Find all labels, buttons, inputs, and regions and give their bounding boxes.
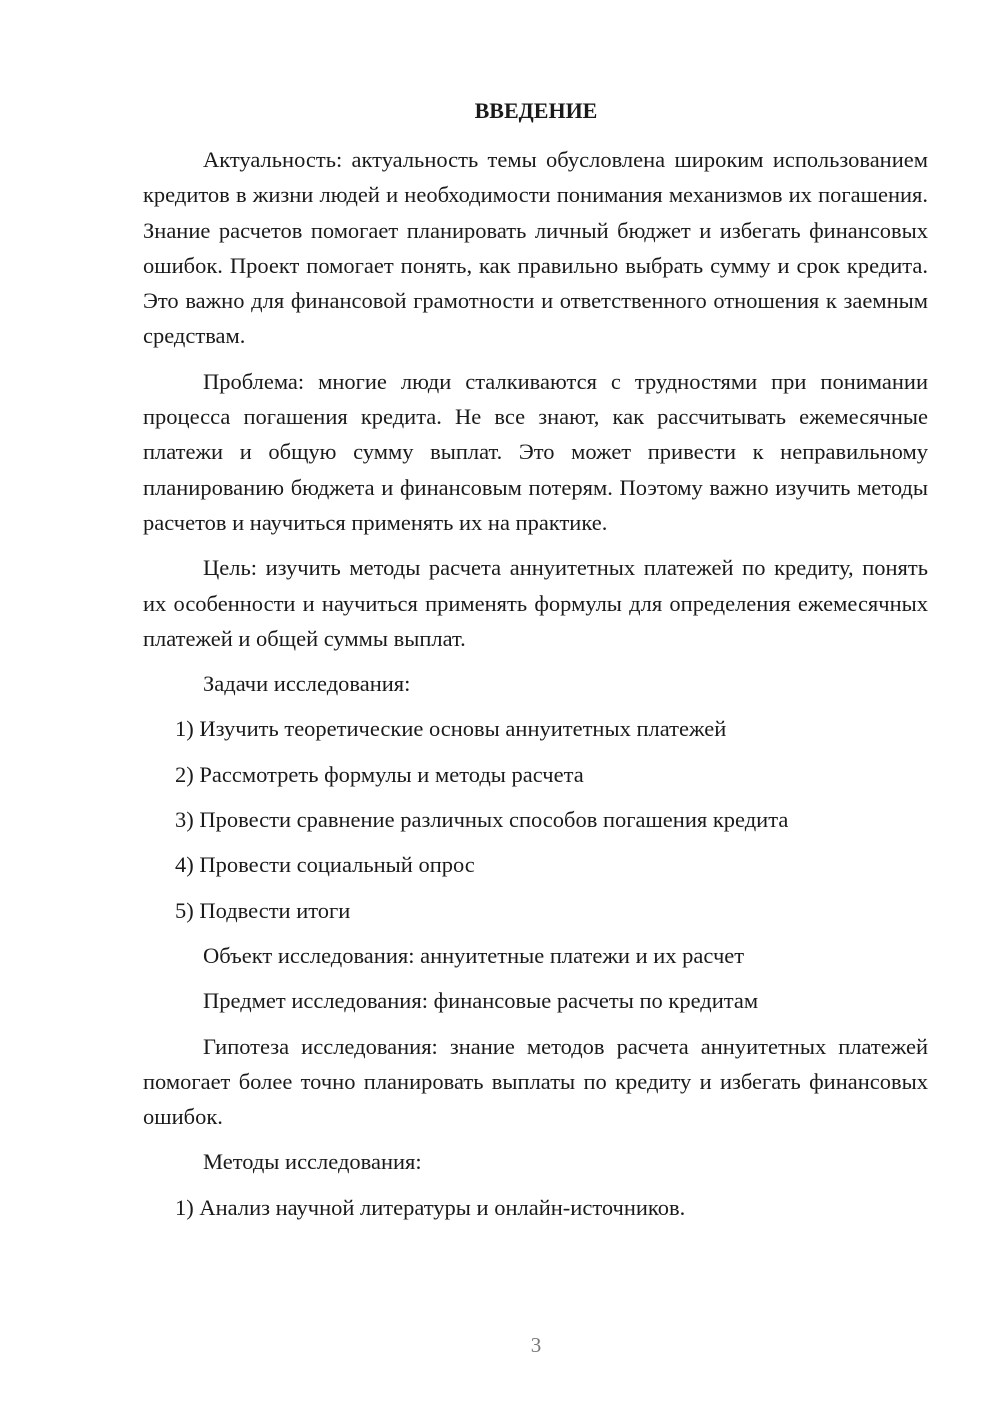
hypothesis-paragraph: Гипотеза исследования: знание методов расчета аннуитетных платежей помогает более точно планировать выплаты по кредиту и избегать финансовых ошибок.	[143, 1033, 928, 1130]
task-item: 3) Провести сравнение различных способов погашения кредита	[175, 807, 789, 833]
methods-list	[143, 1190, 928, 1225]
methods-heading: Методы исследования:	[203, 1149, 422, 1175]
task-item: 4) Провести социальный опрос	[175, 852, 475, 878]
tasks-list	[143, 711, 928, 927]
problem-paragraph: Проблема: многие люди сталкиваются с трудностями при понимании процесса погашения кредита. Не все знают, как рассчитывать ежемесячные платежи и общую сумму выплат. Это может привести к неправильному планированию бюджета и финансовым потерям. Поэтому важно изучить методы расчетов и научиться применять их на практике.	[143, 368, 928, 535]
subject-line: Предмет исследования: финансовые расчеты по кредитам	[203, 988, 759, 1014]
method-item: 1) Анализ научной литературы и онлайн-источников.	[175, 1194, 686, 1220]
relevance-paragraph: Актуальность: актуальность темы обусловлена широким использованием кредитов в жизни людей и необходимости понимания механизмов их погашения. Знание расчетов помогает планировать личный бюджет и избегать финансовых ошибок. Проект помогает понять, как правильно выбрать сумму и срок кредита. Это важно для финансовой грамотности и ответственного отношения к заемным средствам.	[143, 147, 928, 349]
section-title: ВВЕДЕНИЕ	[474, 98, 598, 123]
task-item: 2) Рассмотреть формулы и методы расчета	[175, 761, 584, 787]
tasks-heading: Задачи исследования:	[203, 671, 411, 697]
page-number: 3	[530, 1333, 542, 1357]
object-line: Объект исследования: аннуитетные платежи и их расчет	[203, 942, 745, 968]
task-item: 5) Подвести итоги	[175, 897, 351, 923]
document-body	[143, 142, 928, 1235]
task-item: 1) Изучить теоретические основы аннуитетных платежей	[175, 716, 727, 742]
goal-paragraph: Цель: изучить методы расчета аннуитетных платежей по кредиту, понять их особенности и научиться применять формулы для определения ежемесячных платежей и общей суммы выплат.	[143, 555, 928, 651]
